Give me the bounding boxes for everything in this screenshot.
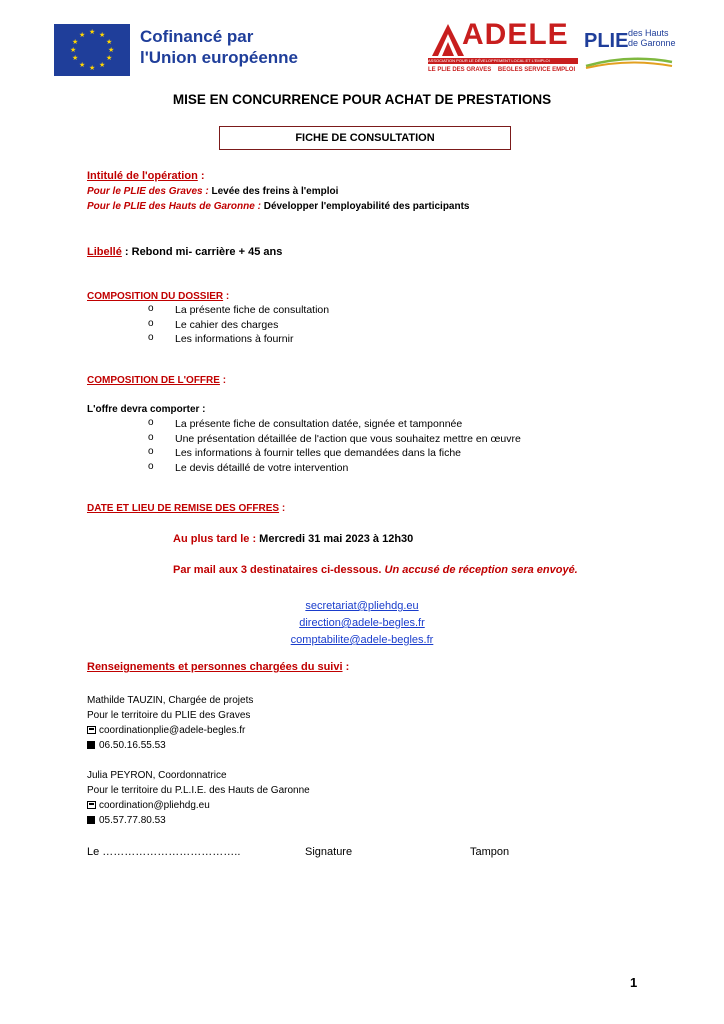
signature-label: Signature	[305, 846, 353, 858]
contact-phone: 05.57.77.80.53	[99, 815, 166, 826]
adele-subtitle-2: LE PLIE DES GRAVES BEGLES SERVICE EMPLOI	[428, 67, 576, 73]
contact-phone: 06.50.16.55.53	[99, 740, 166, 751]
contact-name: Mathilde TAUZIN, Chargée de projets	[87, 695, 254, 706]
contacts-heading: Renseignements et personnes chargées du suivi	[87, 661, 343, 673]
email-link-secretariat[interactable]: secretariat@pliehdg.eu	[305, 600, 419, 612]
contact-email: coordination@pliehdg.eu	[99, 800, 210, 811]
adele-wordmark: ADELE	[462, 18, 569, 51]
offre-heading: COMPOSITION DE L'OFFRE	[87, 375, 220, 386]
email-link-comptabilite[interactable]: comptabilite@adele-begles.fr	[290, 634, 434, 646]
plie-hdg-logo	[584, 28, 674, 73]
operation-hdg-line	[87, 200, 470, 214]
adele-subtitle-1: ASSOCIATION POUR LE DÉVELOPPEMENT LOCAL ET L'EMPLOI	[428, 58, 578, 64]
operation-graves-line	[87, 185, 338, 199]
operation-heading-line	[87, 169, 205, 183]
phone-icon	[87, 741, 95, 749]
mail-receipt-note: Un accusé de réception sera envoyé.	[381, 564, 578, 576]
libelle-label: Libellé	[87, 246, 122, 258]
hdg-value: Développer l'employabilité des participants	[260, 201, 470, 212]
page-title: MISE EN CONCURRENCE POUR ACHAT DE PRESTATIONS	[172, 92, 552, 107]
list-item: o Le devis détaillé de votre intervention	[148, 462, 521, 477]
remise-heading: DATE ET LIEU DE REMISE DES OFFRES	[87, 503, 280, 514]
hdg-label: Pour le PLIE des Hauts de Garonne :	[87, 201, 261, 212]
mail-icon	[87, 801, 96, 809]
list-item: o Les informations à fournir telles que demandées dans la fiche	[148, 447, 521, 462]
deadline-label: Au plus tard le :	[173, 533, 257, 545]
plie-subtitle: des Hauts de Garonne	[628, 28, 676, 48]
offre-heading-line	[87, 374, 226, 388]
contact-card-1	[87, 693, 253, 753]
operation-heading-suffix: :	[197, 170, 205, 182]
email-list	[0, 597, 724, 648]
contact-card-2	[87, 768, 310, 828]
libelle-line	[87, 245, 282, 259]
list-item: o Les informations à fournir	[148, 333, 329, 348]
graves-label: Pour le PLIE des Graves :	[87, 186, 209, 197]
remise-heading-suffix: :	[279, 503, 286, 514]
contact-territory: Pour le territoire du P.L.I.E. des Hauts de Garonne	[87, 785, 310, 796]
mail-icon	[87, 726, 96, 734]
dossier-heading-suffix: :	[223, 291, 230, 302]
list-item: o La présente fiche de consultation	[148, 304, 329, 319]
swoosh-icon	[584, 56, 674, 70]
contacts-heading-suffix: :	[342, 661, 350, 673]
contact-territory: Pour le territoire du PLIE des Graves	[87, 710, 251, 721]
eu-flag-icon: ★ ★ ★ ★ ★ ★ ★ ★ ★ ★ ★ ★	[54, 24, 130, 76]
libelle-value: : Rebond mi- carrière + 45 ans	[121, 246, 283, 258]
plie-wordmark: PLIE	[584, 30, 629, 52]
contacts-heading-line	[87, 660, 349, 674]
offre-heading-suffix: :	[219, 375, 227, 386]
list-item: o La présente fiche de consultation datée, signée et tamponnée	[148, 418, 521, 433]
contact-name: Julia PEYRON, Coordonnatrice	[87, 770, 227, 781]
deadline-line	[173, 532, 413, 546]
page-number: 1	[630, 975, 638, 990]
mail-instruction-line	[173, 563, 578, 577]
email-link-direction[interactable]: direction@adele-begles.fr	[299, 617, 425, 629]
list-item: o Une présentation détaillée de l'action que vous souhaitez mettre en œuvre	[148, 433, 521, 448]
eu-line-2: l'Union européenne	[140, 48, 298, 67]
deadline-value: Mercredi 31 mai 2023 à 12h30	[256, 533, 414, 545]
offre-list	[148, 418, 521, 476]
fiche-de-consultation-box	[219, 126, 511, 150]
dossier-heading-line	[87, 290, 229, 304]
phone-icon	[87, 816, 95, 824]
dossier-heading: COMPOSITION DU DOSSIER	[87, 291, 224, 302]
date-field: Le ………………………………..	[87, 846, 241, 858]
list-item: o Le cahier des charges	[148, 319, 329, 334]
graves-value: Levée des freins à l'emploi	[208, 186, 339, 197]
eu-line-1: Cofinancé par	[140, 27, 254, 46]
adele-logo	[428, 20, 578, 75]
eu-cofinance-text	[140, 26, 298, 68]
dossier-list	[148, 304, 329, 348]
remise-heading-line	[87, 502, 285, 516]
offre-intro: L'offre devra comporter :	[87, 404, 206, 415]
mail-instruction: Par mail aux 3 destinataires ci-dessous.	[173, 564, 382, 576]
fiche-box-label: FICHE DE CONSULTATION	[295, 132, 435, 144]
tampon-label: Tampon	[470, 846, 510, 858]
contact-email: coordinationplie@adele-begles.fr	[99, 725, 246, 736]
operation-heading: Intitulé de l'opération	[87, 170, 198, 182]
